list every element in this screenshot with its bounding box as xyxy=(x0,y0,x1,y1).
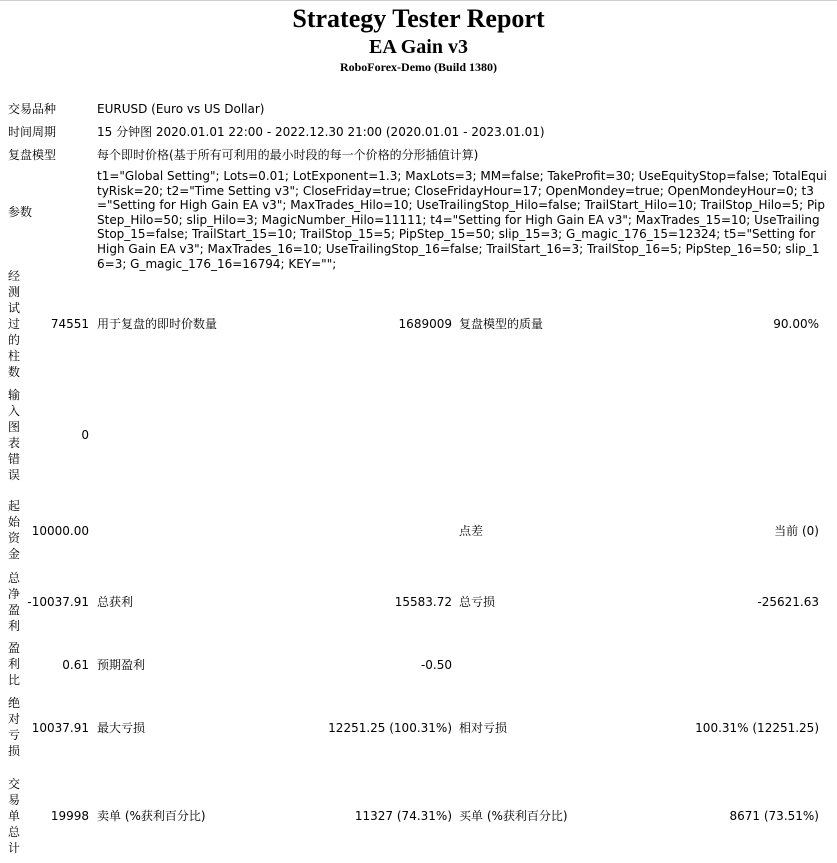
gross-loss-label: 总亏损 xyxy=(459,595,496,609)
bars-value: 74551 xyxy=(50,317,89,331)
short-positions-value: 11327 (74.31%) xyxy=(354,809,452,823)
model-label: 复盘模型 xyxy=(8,148,57,162)
ticks-value: 1689009 xyxy=(398,317,452,331)
gross-profit-label: 总获利 xyxy=(97,595,134,609)
net-profit-label: 总净盈利 xyxy=(8,571,21,633)
top-border xyxy=(0,0,837,1)
ticks-label: 用于复盘的即时价数量 xyxy=(97,317,218,331)
symbol-label: 交易品种 xyxy=(8,102,57,116)
quality-value: 90.00% xyxy=(773,317,819,331)
period-label: 时间周期 xyxy=(8,125,57,139)
long-positions-value: 8671 (73.51%) xyxy=(729,809,819,823)
rel-drawdown-value: 100.31% (12251.25) xyxy=(695,721,819,735)
gross-profit-value: 15583.72 xyxy=(394,595,452,609)
server-build: RoboForex-Demo (Build 1380) xyxy=(339,60,498,74)
expected-payoff-label: 预期盈利 xyxy=(97,658,146,672)
rel-drawdown-label: 相对亏损 xyxy=(459,721,508,735)
errors-value: 0 xyxy=(81,428,89,442)
deposit-label: 起始资金 xyxy=(8,499,21,561)
deposit-value: 10000.00 xyxy=(31,524,89,538)
max-drawdown-value: 12251.25 (100.31%) xyxy=(328,721,452,735)
expected-payoff-value: -0.50 xyxy=(420,658,452,672)
params-label: 参数 xyxy=(8,205,33,219)
net-profit-value: -10037.91 xyxy=(27,595,89,609)
total-trades-value: 19998 xyxy=(50,809,89,823)
spread-label: 点差 xyxy=(459,524,484,538)
abs-drawdown-label: 绝对亏损 xyxy=(8,696,21,758)
model-value: 每个即时价格(基于所有可利用的最小时段的每一个价格的分形插值计算) xyxy=(97,148,479,162)
params-value: t1="Global Setting"; Lots=0.01; LotExponent=1.3; MaxLots=3; MM=false; TakeProfit=30; UseEquityStop=false; TotalEquityRisk=20; t2="Time Setting v3"; CloseFriday=true; CloseFridayHour=17; OpenMondey=true; OpenMondeyHour=0; t3="Setting for High Gain EA v3"; MaxTrades_Hilo=10; UseTrailingStop_Hilo=false; TrailStart_Hilo=10; TrailStop_Hilo=5; PipStep_Hilo=50; slip_Hilo=3; MagicNumber_Hilo=11111; t4="Setting for High Gain EA v3"; MaxTrades_15=10; UseTrailingStop_15=false; TrailStart_15=10; TrailStop_15=5; PipStep_15=50; slip_15=3; G_magic_176_15=12324; t5="Setting for High Gain EA v3"; MaxTrades_16=10; UseTrailingStop_16=false; TrailStart_16=3; TrailStop_16=5; PipStep_16=50; slip_16=3; G_magic_176_16=16794; KEY=""; xyxy=(97,169,827,271)
total-trades-label: 交易单总计 xyxy=(8,777,21,855)
abs-drawdown-value: 10037.91 xyxy=(31,721,89,735)
short-positions-label: 卖单 (%获利百分比) xyxy=(97,809,206,823)
report-title: Strategy Tester Report xyxy=(292,4,545,33)
profit-factor-label: 盈利比 xyxy=(8,641,21,687)
profit-factor-value: 0.61 xyxy=(62,658,89,672)
quality-label: 复盘模型的质量 xyxy=(459,317,544,331)
max-drawdown-label: 最大亏损 xyxy=(97,721,146,735)
ea-name: EA Gain v3 xyxy=(369,36,468,58)
period-value: 15 分钟图 2020.01.01 22:00 - 2022.12.30 21:00 (2020.01.01 - 2023.01.01) xyxy=(97,125,545,139)
gross-loss-value: -25621.63 xyxy=(757,595,819,609)
errors-label: 输入图表错误 xyxy=(8,388,21,482)
symbol-value: EURUSD (Euro vs US Dollar) xyxy=(97,102,265,116)
bars-label: 经测试过的柱数 xyxy=(8,269,21,379)
spread-value: 当前 (0) xyxy=(774,524,819,538)
long-positions-label: 买单 (%获利百分比) xyxy=(459,809,568,823)
